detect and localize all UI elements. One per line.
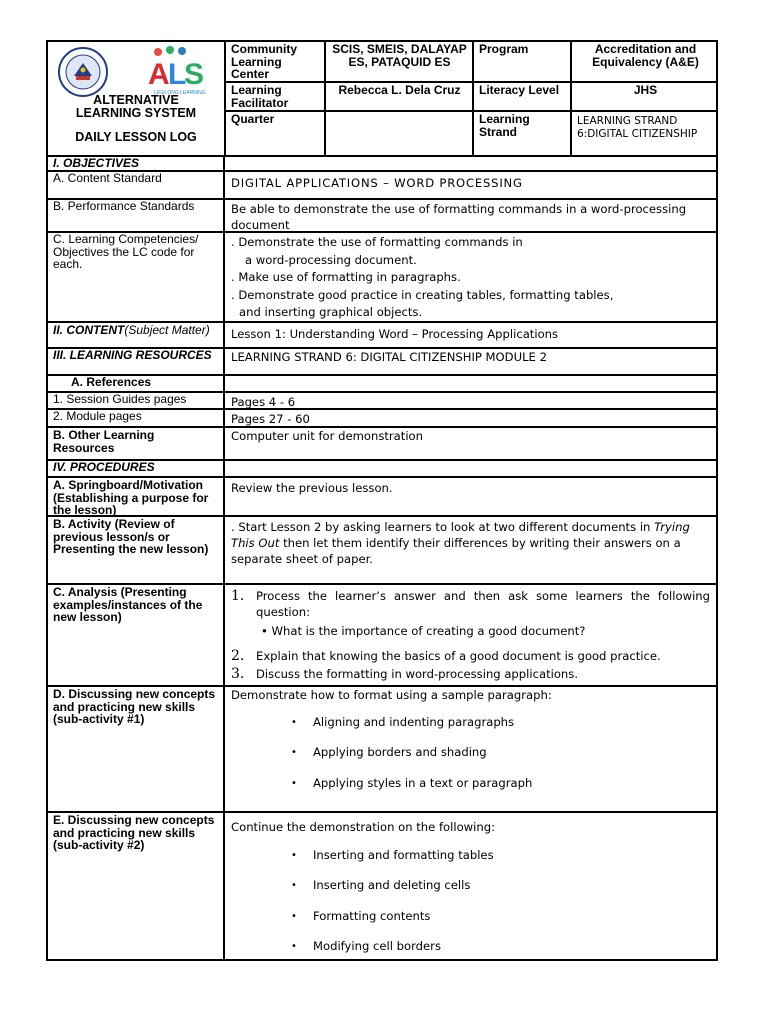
module-pages-label: 2. Module pages — [48, 410, 225, 426]
clc-value: SCIS, SMEIS, DALAYAP ES, PATAQUID ES — [332, 42, 467, 69]
analysis-label: C. Analysis (Presenting examples/instances of the new lesson) — [48, 585, 225, 685]
discussing-1-label: D. Discussing new concepts and practicing new skills (sub-activity #1) — [48, 687, 225, 811]
analysis-list — [225, 585, 716, 685]
competencies-list — [225, 233, 716, 321]
list-item: • Modifying cell borders — [291, 938, 710, 956]
activity-row — [48, 517, 716, 585]
deped-seal-icon — [56, 46, 110, 98]
als-logo-icon — [146, 46, 210, 96]
springboard-row — [48, 478, 716, 517]
discussing-1-intro: Demonstrate how to format using a sample paragraph: — [231, 688, 552, 702]
analysis-sub-item: • What is the importance of creating a good document? — [261, 624, 586, 638]
module-pages-value: Pages 27 - 60 — [231, 412, 310, 426]
activity-label: B. Activity (Review of previous lesson/s or Presenting the new lesson) — [48, 517, 225, 583]
list-item: • Applying borders and shading — [291, 744, 710, 762]
content-standard-value: DIGITAL APPLICATIONS – WORD PROCESSING — [231, 176, 523, 190]
content-value: Lesson 1: Understanding Word – Processing Applications — [231, 327, 559, 341]
strand-value: LEARNING STRAND 6:DIGITAL CITIZENSHIP — [577, 115, 698, 140]
discussing-1-content — [225, 687, 716, 811]
module-pages-row — [48, 410, 716, 428]
facilitator-label: Learning Facilitator — [231, 83, 289, 110]
other-resources-value: Computer unit for demonstration — [231, 429, 423, 443]
facilitator-value: Rebecca L. Dela Cruz — [338, 83, 461, 97]
quarter-label: Quarter — [231, 112, 275, 126]
discussing-2-content — [225, 813, 716, 959]
other-resources-row — [48, 428, 716, 461]
competency-item: . Demonstrate the use of formatting commands in — [231, 235, 523, 249]
header-table — [46, 40, 718, 157]
content-standard-label: A. Content Standard — [48, 172, 225, 198]
competencies-row — [48, 233, 716, 323]
competency-item: . Demonstrate good practice in creating tables, formatting tables, — [231, 287, 614, 302]
discussing-1-list — [231, 714, 710, 793]
competency-item: a word-processing document. — [245, 252, 417, 267]
analysis-item: 1. Process the learner’s answer and then ask some learners the following question: — [231, 588, 710, 619]
discussing-1-row — [48, 687, 716, 813]
analysis-item: 2. Explain that knowing the basics of a good document is good practice. — [231, 648, 661, 664]
activity-value: . Start Lesson 2 by asking learners to look at two different documents in Trying This Out then let them identify their differences by writing their answers on a separate sheet of paper. — [231, 520, 690, 566]
analysis-row — [48, 585, 716, 687]
discussing-2-list — [231, 847, 710, 956]
doc-title: DAILY LESSON LOG — [75, 130, 197, 144]
session-guides-row — [48, 393, 716, 410]
references-label: A. References — [48, 376, 225, 391]
svg-text:S: S — [184, 58, 205, 91]
program-label: Program — [479, 42, 529, 56]
objectives-label: I. OBJECTIVES — [48, 157, 225, 170]
references-row — [48, 376, 716, 393]
discussing-2-row — [48, 813, 716, 959]
org-name-line1: ALTERNATIVE — [93, 93, 179, 107]
strand-label: Learning Strand — [479, 112, 530, 139]
literacy-label: Literacy Level — [479, 83, 560, 97]
session-guides-label: 1. Session Guides pages — [48, 393, 225, 408]
org-name-line2: LEARNING SYSTEM — [75, 106, 197, 120]
learning-resources-value: LEARNING STRAND 6: DIGITAL CITIZENSHIP MODULE 2 — [231, 350, 547, 364]
content-standard-row — [48, 172, 716, 200]
performance-standards-label: B. Performance Standards — [48, 200, 225, 231]
competency-item: and inserting graphical objects. — [239, 305, 423, 319]
list-item: • Applying styles in a text or paragraph — [291, 775, 710, 793]
discussing-2-intro: Continue the demonstration on the following: — [231, 820, 495, 834]
learning-resources-label: III. LEARNING RESOURCES — [48, 349, 225, 374]
content-label: II. CONTENT — [53, 323, 125, 337]
procedures-row — [48, 461, 716, 478]
daily-lesson-log-page — [46, 40, 718, 961]
list-item: • Inserting and deleting cells — [291, 877, 710, 895]
lesson-log-table — [46, 157, 718, 961]
objectives-row — [48, 157, 716, 172]
svg-text:L: L — [168, 58, 187, 91]
other-resources-label: B. Other Learning Resources — [48, 428, 225, 459]
performance-standards-row — [48, 200, 716, 233]
clc-label: Community Learning Center — [231, 42, 297, 81]
procedures-label: IV. PROCEDURES — [48, 461, 225, 476]
analysis-item: 3. Discuss the formatting in word-processing applications. — [231, 666, 579, 682]
discussing-2-label: E. Discussing new concepts and practicing new skills (sub-activity #2) — [48, 813, 225, 959]
list-item: • Inserting and formatting tables — [291, 847, 710, 865]
springboard-value: Review the previous lesson. — [231, 481, 393, 495]
list-item: • Aligning and indenting paragraphs — [291, 714, 710, 732]
learning-resources-row — [48, 349, 716, 376]
springboard-label: A. Springboard/Motivation (Establishing a purpose for the lesson) — [48, 478, 225, 515]
competency-item: . Make use of formatting in paragraphs. — [231, 270, 461, 284]
list-item: • Formatting contents — [291, 908, 710, 926]
quarter-value — [327, 112, 472, 114]
svg-text:A: A — [148, 58, 170, 91]
performance-standards-value: Be able to demonstrate the use of formatting commands in a word-processing document — [231, 202, 687, 232]
program-value: Accreditation and Equivalency (A&E) — [592, 42, 699, 69]
session-guides-value: Pages 4 - 6 — [231, 395, 296, 409]
content-label-sub: (Subject Matter) — [124, 323, 210, 337]
competencies-label: C. Learning Competencies/ Objectives the LC code for each. — [48, 233, 225, 321]
literacy-value: JHS — [633, 83, 658, 97]
logo-area — [48, 42, 224, 157]
activity-italic-title: Trying This Out — [231, 520, 690, 550]
content-row — [48, 323, 716, 349]
svg-text:LIFELONG LEARNING: LIFELONG LEARNING — [154, 90, 206, 96]
